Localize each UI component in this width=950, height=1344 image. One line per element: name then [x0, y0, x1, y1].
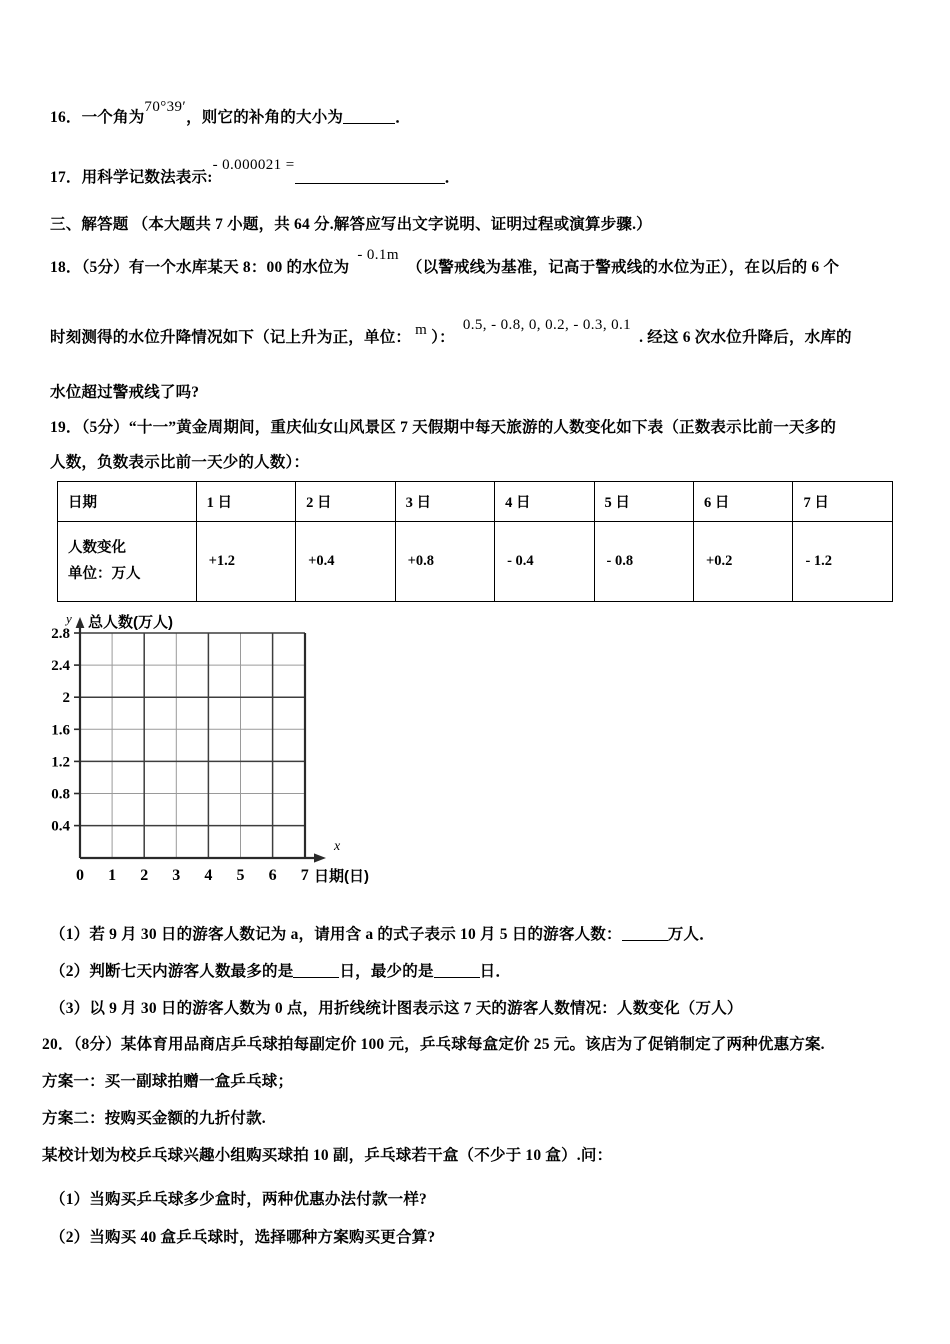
question-19-sub-1 — [50, 925, 715, 944]
q16-text-before: 一个角为 — [81, 109, 145, 126]
question-20-sub-1: （1）当购买乒乓球多少盒时，两种优惠办法付款一样? — [50, 1191, 428, 1208]
q16-text-after: ，则它的补角的大小为 — [186, 109, 344, 126]
q16-angle-value: 70°39′ — [144, 99, 187, 115]
question-20-plan-2: 方案二：按购买金额的九折付款. — [42, 1110, 266, 1127]
q16-trailing: ． — [395, 109, 411, 126]
section-3-heading: 三、解答题 （本大题共 7 小题，共 64 分.解答应写出文字说明、证明过程或演算步骤.） — [50, 216, 652, 233]
table-header-day-3 — [395, 482, 494, 522]
q20-number: 20． — [42, 1036, 74, 1053]
x-tick-label-5: 5 — [236, 867, 245, 884]
q18-line2c: . 经这 6 次水位升降后，水库的 — [639, 329, 852, 346]
table-row-change — [58, 522, 893, 602]
q17-expression: - 0.000021 = — [212, 157, 295, 173]
table-cell-change-4-value: - 0.4 — [507, 553, 534, 569]
table-cell-change-5-value: - 0.8 — [606, 553, 634, 569]
y-axis-title: 总人数(万人) — [88, 614, 173, 631]
table-cell-change-5 — [594, 522, 693, 602]
y-tick-label-0.4: 0.4 — [51, 818, 70, 835]
question-16 — [50, 99, 411, 128]
table-cell-change-1-value: +1.2 — [208, 553, 236, 569]
chart-minor-gridlines — [80, 633, 305, 858]
question-20-plan-1: 方案一：买一副球拍赠一盒乒乓球； — [42, 1073, 294, 1090]
table-header-day-7-label: 7 日 — [803, 495, 829, 511]
y-tick-label-2.8: 2.8 — [51, 626, 70, 642]
table-rowlabel-change — [58, 522, 197, 602]
question-17 — [50, 157, 461, 188]
x-axis-title: 日期(日) — [314, 868, 369, 885]
table-rowlabel-change-line2: 单位：万人 — [68, 565, 141, 582]
table-cell-change-6-value: +0.2 — [706, 553, 733, 569]
line-chart-grid — [18, 607, 398, 892]
q19-score: （5分） — [81, 419, 129, 436]
table-cell-change-2 — [296, 522, 395, 602]
y-axis-arrow — [76, 617, 85, 628]
table-header-day-2 — [296, 482, 395, 522]
q18-line1a: 有一个水库某天 8：00 的水位为 — [128, 259, 350, 276]
q17-trailing: ． — [444, 169, 461, 186]
q20-line1: 某体育用品商店乒乓球拍每副定价 100 元，乒乓球每盒定价 25 元。该店为了促销制定了两种优惠方案. — [120, 1036, 825, 1053]
q18-score: （5分） — [81, 259, 129, 276]
q19-sub2-blank-most[interactable] — [293, 963, 339, 978]
q20-score: （8分） — [73, 1036, 121, 1053]
table-row-header — [58, 482, 893, 522]
q19-sub2b: 日，最少的是 — [339, 963, 434, 980]
q19-sub2a: （2）判断七天内游客人数最多的是 — [50, 963, 294, 980]
table-header-date — [58, 482, 197, 522]
x-tick-label-1: 1 — [108, 867, 117, 884]
table-cell-change-7 — [793, 522, 893, 602]
q19-sub1-blank[interactable] — [622, 926, 668, 941]
question-19-line-1 — [50, 418, 836, 437]
table-header-day-6-label: 6 日 — [704, 495, 730, 511]
q18-line1b: （以警戒线为基准，记高于警戒线的水位为正），在以后的 6 个 — [406, 259, 840, 276]
tourist-change-table — [57, 481, 893, 602]
y-tick-label-1.2: 1.2 — [51, 754, 70, 771]
q16-answer-blank[interactable] — [343, 109, 395, 124]
q17-number: 17． — [50, 169, 82, 186]
table-cell-change-4 — [495, 522, 594, 602]
question-18-line-3: 水位超过警戒线了吗? — [50, 384, 200, 401]
table-header-day-5 — [594, 482, 693, 522]
q18-number: 18． — [50, 259, 82, 276]
table-rowlabel-change-line1: 人数变化 — [68, 540, 126, 557]
q19-sub2-blank-least[interactable] — [434, 963, 480, 978]
question-19-sub-3: （3）以 9 月 30 日的游客人数为 0 点，用折线统计图表示这 7 天的游客人数情况：人数变化（万人） — [50, 1000, 743, 1017]
y-tick-label-2.4: 2.4 — [51, 658, 70, 675]
q17-answer-blank[interactable] — [295, 169, 445, 184]
table-cell-change-1 — [196, 522, 295, 602]
table-header-day-3-label: 3 日 — [405, 495, 431, 511]
chart-major-gridlines — [80, 633, 305, 858]
tourist-change-table-wrapper — [57, 481, 893, 602]
chart-axes — [80, 625, 318, 858]
x-axis-symbol: x — [334, 839, 341, 854]
q19-sub1b: 万人． — [667, 926, 715, 943]
q19-sub2c: 日． — [479, 963, 512, 980]
question-19-line-2: 人数，负数表示比前一天少的人数）： — [50, 454, 310, 471]
x-tick-label-2: 2 — [140, 867, 149, 884]
q19-number: 19． — [50, 419, 82, 436]
q19-sub1a: （1）若 9 月 30 日的游客人数记为 a，请用含 a 的式子表示 10 月 5 日的游客人数： — [50, 926, 622, 943]
table-header-day-4-label: 4 日 — [505, 495, 531, 511]
question-20-line-2: 某校计划为校乒乓球兴趣小组购买球拍 10 副，乒乓球若干盒（不少于 10 盒）.问： — [42, 1147, 613, 1164]
y-tick-label-2: 2 — [62, 690, 70, 707]
q18-line2a: 时刻测得的水位升降情况如下（记上升为正，单位： — [50, 329, 412, 346]
y-tick-label-0.8: 0.8 — [51, 786, 70, 803]
question-18-line-1 — [50, 247, 840, 278]
table-header-day-7 — [793, 482, 893, 522]
question-20-sub-2: （2）当购买 40 盒乒乓球时，选择哪种方案购买更合算? — [50, 1229, 436, 1246]
y-tick-label-1.6: 1.6 — [51, 722, 70, 739]
x-tick-label-4: 4 — [204, 867, 213, 884]
table-header-day-1-label: 1 日 — [206, 495, 233, 511]
table-header-day-1 — [196, 482, 295, 522]
table-cell-change-3 — [395, 522, 494, 602]
q18-line2b: ）： — [431, 329, 455, 346]
x-tick-label-7: 7 — [300, 867, 309, 884]
q16-number: 16． — [50, 109, 82, 126]
x-axis-arrow — [314, 853, 326, 862]
q19-line1: “十一”黄金周期间，重庆仙女山风景区 7 天假期中每天旅游的人数变化如下表（正数表示比前一天多的 — [128, 419, 837, 436]
table-cell-change-7-value: - 1.2 — [805, 553, 833, 569]
table-header-day-4 — [495, 482, 594, 522]
q18-unit-m: m — [415, 322, 428, 338]
x-tick-label-0: 0 — [76, 867, 84, 884]
chart-svg — [18, 607, 398, 892]
question-20-line-1 — [42, 1035, 825, 1054]
table-header-date-label: 日期 — [68, 495, 97, 511]
table-header-day-5-label: 5 日 — [604, 495, 630, 511]
x-tick-label-6: 6 — [268, 867, 277, 884]
y-axis-symbol: y — [66, 611, 72, 626]
x-tick-label-3: 3 — [172, 867, 181, 884]
table-cell-change-6 — [694, 522, 793, 602]
question-18-line-2 — [50, 317, 852, 348]
table-header-day-2-label: 2 日 — [306, 495, 332, 511]
table-header-day-6 — [694, 482, 793, 522]
question-19-sub-2 — [50, 962, 511, 981]
q18-values: 0.5, - 0.8, 0, 0.2, - 0.3, 0.1 — [462, 317, 632, 333]
table-cell-change-2-value: +0.4 — [308, 553, 335, 569]
table-cell-change-3-value: +0.8 — [407, 553, 434, 569]
q17-text-before: 用科学记数法表示: — [81, 169, 213, 186]
q18-water-level: - 0.1m — [357, 247, 399, 263]
